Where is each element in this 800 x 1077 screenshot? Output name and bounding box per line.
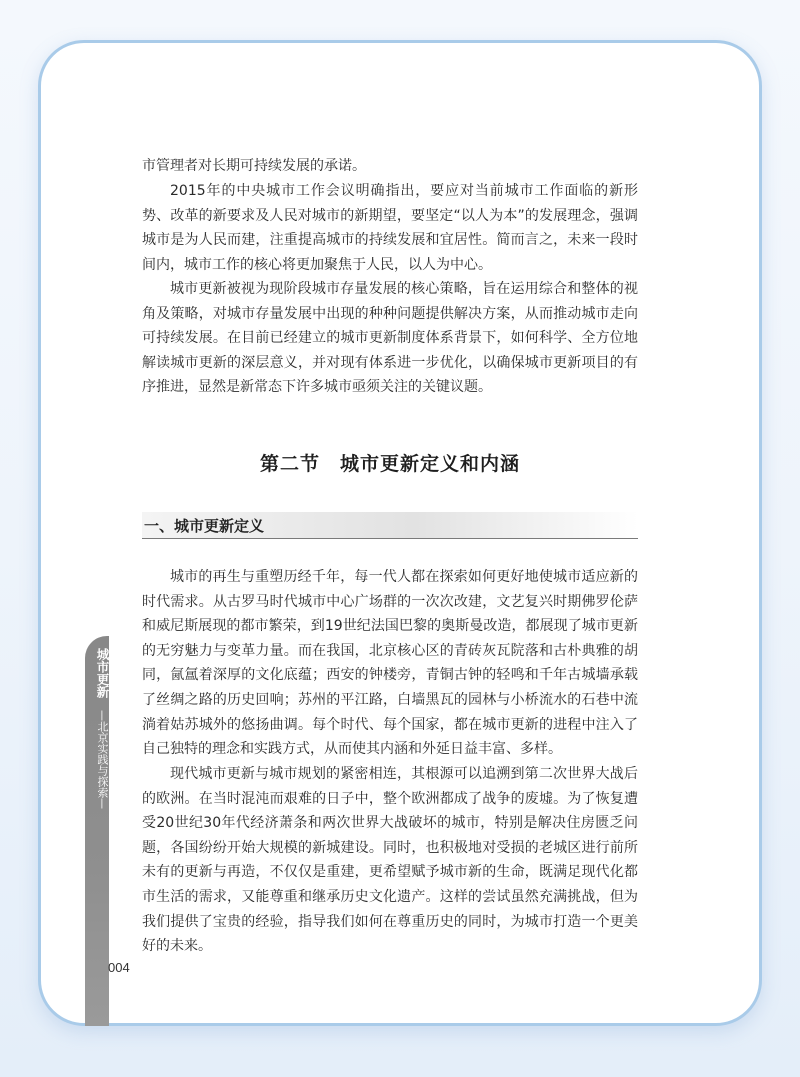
side-label (85, 648, 109, 809)
paragraph-2: 城市更新被视为现阶段城市存量发展的核心策略，旨在运用综合和整体的视角及策略，对城市存量发展中出现的种种问题提供解决方案，从而推动城市走向可持续发展。在目前已经建立的城市更新制度体系背景下，如何科学、全方位地解读城市更新的深层意义，并对现有体系进一步优化，以确保城市更新项目的有序推进，显然是新常态下许多城市亟须关注的关键议题。 (142, 281, 638, 396)
subsection-heading-text: 一、城市更新定义 (144, 517, 265, 535)
page-number: 004 (108, 960, 130, 975)
intro-line: 市管理者对长期可持续发展的承诺。 (142, 158, 366, 174)
paragraph-3: 城市的再生与重塑历经千年，每一代人都在探索如何更好地使城市适应新的时代需求。从古罗马时代城市中心广场群的一次次改建，文艺复兴时期佛罗伦萨和威尼斯展现的都市繁荣，到19世纪法国巴黎的奥斯曼改造，都展现了城市更新的无穷魅力与变革力量。而在我国，北京核心区的青砖灰瓦院落和古朴典雅的胡同，氤氲着深厚的文化底蕴；西安的钟楼旁，青铜古钟的轻鸣和千年古城墙承载了丝绸之路的历史回响；苏州的平江路，白墙黑瓦的园林与小桥流水的石巷中流淌着姑苏城外的悠扬曲调。每个时代、每个国家，都在城市更新的进程中注入了自己独特的理念和实践方式，从而使其内涵和外延日益丰富、多样。 (142, 569, 638, 758)
section-title: 第二节 城市更新定义和内涵 (259, 453, 520, 475)
paragraph-4: 现代城市更新与城市规划的紧密相连，其根源可以追溯到第二次世界大战后的欧洲。在当时混沌而艰难的日子中，整个欧洲都成了战争的废墟。为了恢复遭受20世纪30年代经济萧条和两次世界大战破坏的城市，特别是解决住房匮乏问题，各国纷纷开始大规模的新城建设。同时，也积极地对受损的老城区进行前所未有的更新与再造，不仅仅是重建，更希望赋予城市新的生命，既满足现代化都市生活的需求，又能尊重和继承历史文化遗产。这样的尝试虽然充满挑战，但为我们提供了宝贵的经验，指导我们如何在尊重历史的同时，为城市打造一个更美好的未来。 (142, 766, 638, 955)
side-title: 城市更新 (95, 648, 110, 698)
side-subtitle: —北京实践与探索— (96, 709, 109, 809)
paragraph-1: 2015年的中央城市工作会议明确指出，要应对当前城市工作面临的新形势、改革的新要求及人民对城市的新期望，要坚定“以人为本”的发展理念，强调城市是为人民而建，注重提高城市的持续发展和宜居性。简而言之，未来一段时间内，城市工作的核心将更加聚焦于人民，以人为中心。 (142, 183, 638, 273)
subsection-heading (142, 512, 638, 539)
